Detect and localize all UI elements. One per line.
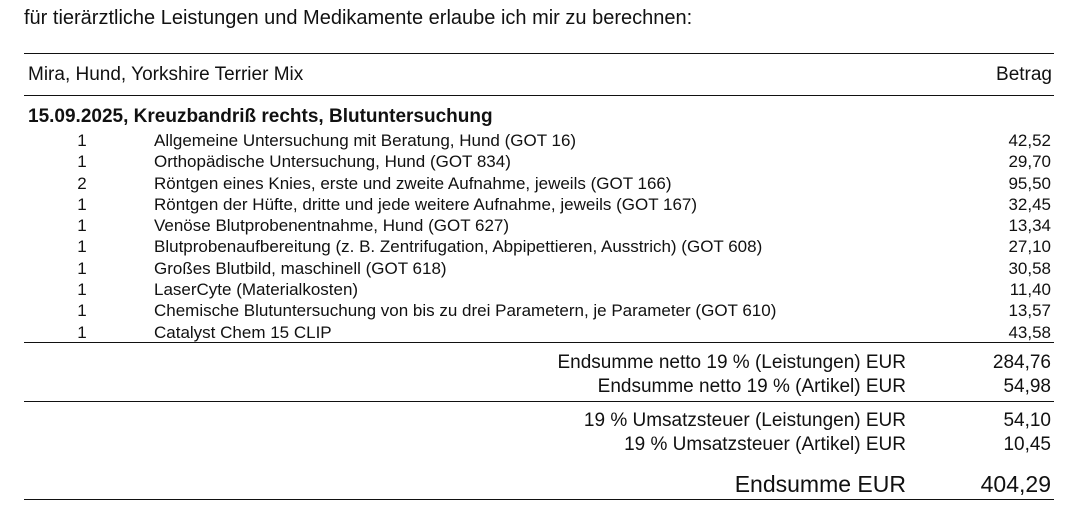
line-item-quantity: 2 bbox=[77, 173, 87, 193]
line-item-description: Catalyst Chem 15 CLIP bbox=[154, 322, 332, 342]
line-item-row bbox=[0, 300, 1080, 321]
line-item-quantity: 1 bbox=[77, 258, 87, 278]
line-item-amount: 30,58 bbox=[1008, 258, 1051, 278]
line-item-amount: 27,10 bbox=[1008, 237, 1051, 257]
line-item-amount: 13,34 bbox=[1008, 216, 1051, 236]
line-item-row bbox=[0, 151, 1080, 172]
line-item-amount: 43,58 bbox=[1008, 322, 1051, 342]
line-item-description: Venöse Blutprobenentnahme, Hund (GOT 627) bbox=[154, 216, 510, 236]
intro-text: für tierärztliche Leistungen und Medikamente erlaube ich mir zu berechnen: bbox=[24, 7, 693, 29]
line-item-description: Chemische Blutuntersuchung von bis zu drei Parametern, je Parameter (GOT 610) bbox=[154, 301, 777, 321]
header-bottom-rule bbox=[24, 95, 1054, 96]
vat-articles-label: 19 % Umsatzsteuer (Artikel) EUR bbox=[624, 434, 906, 455]
line-item-row bbox=[0, 130, 1080, 151]
grand-total-label: Endsumme EUR bbox=[734, 471, 906, 497]
line-item-row bbox=[0, 194, 1080, 215]
line-item-amount: 13,57 bbox=[1008, 301, 1051, 321]
line-item-row bbox=[0, 236, 1080, 257]
vat-services-label: 19 % Umsatzsteuer (Leistungen) EUR bbox=[583, 410, 906, 431]
line-item-row bbox=[0, 215, 1080, 236]
net-services-value: 284,76 bbox=[992, 352, 1051, 373]
net-totals-rule bbox=[24, 401, 1054, 402]
line-item-row bbox=[0, 322, 1080, 343]
patient-label: Mira, Hund, Yorkshire Terrier Mix bbox=[28, 64, 304, 85]
line-item-quantity: 1 bbox=[77, 216, 87, 236]
line-item-quantity: 1 bbox=[77, 301, 87, 321]
line-item-quantity: 1 bbox=[77, 322, 87, 342]
line-item-description: Blutprobenaufbereitung (z. B. Zentrifugation, Abpipettieren, Ausstrich) (GOT 608) bbox=[154, 237, 763, 257]
line-item-amount: 11,40 bbox=[1009, 280, 1051, 300]
net-articles-value: 54,98 bbox=[1003, 376, 1051, 397]
line-item-quantity: 1 bbox=[77, 194, 87, 214]
header-top-rule bbox=[24, 53, 1054, 54]
grand-total-value: 404,29 bbox=[980, 471, 1051, 497]
line-item-quantity: 1 bbox=[77, 131, 87, 150]
vat-services-value: 54,10 bbox=[1003, 410, 1051, 431]
line-item-description: Orthopädische Untersuchung, Hund (GOT 834) bbox=[154, 152, 511, 172]
line-item-amount: 32,45 bbox=[1008, 194, 1051, 214]
line-item-description: LaserCyte (Materialkosten) bbox=[154, 280, 359, 300]
line-item-amount: 42,52 bbox=[1008, 131, 1051, 150]
line-item-row bbox=[0, 173, 1080, 194]
net-services-label: Endsumme netto 19 % (Leistungen) EUR bbox=[557, 352, 906, 373]
vat-articles-value: 10,45 bbox=[1003, 434, 1051, 455]
line-item-description: Großes Blutbild, maschinell (GOT 618) bbox=[154, 258, 447, 278]
line-item-row bbox=[0, 258, 1080, 279]
line-item-description: Röntgen eines Knies, erste und zweite Aufnahme, jeweils (GOT 166) bbox=[154, 173, 672, 193]
net-articles-label: Endsumme netto 19 % (Artikel) EUR bbox=[597, 376, 906, 397]
line-item-description: Allgemeine Untersuchung mit Beratung, Hund (GOT 16) bbox=[154, 131, 577, 150]
line-item-amount: 95,50 bbox=[1008, 173, 1051, 193]
line-items-list bbox=[0, 130, 1080, 343]
line-item-row bbox=[0, 279, 1080, 300]
grand-total-rule bbox=[24, 499, 1054, 500]
section-title: 15.09.2025, Kreuzbandriß rechts, Blutuntersuchung bbox=[28, 106, 493, 127]
line-item-description: Röntgen der Hüfte, dritte und jede weitere Aufnahme, jeweils (GOT 167) bbox=[154, 194, 698, 214]
amount-column-header: Betrag bbox=[996, 64, 1052, 85]
line-item-amount: 29,70 bbox=[1008, 152, 1051, 172]
items-bottom-rule bbox=[24, 342, 1054, 343]
line-item-quantity: 1 bbox=[77, 152, 87, 172]
line-item-quantity: 1 bbox=[77, 280, 87, 300]
line-item-quantity: 1 bbox=[77, 237, 87, 257]
